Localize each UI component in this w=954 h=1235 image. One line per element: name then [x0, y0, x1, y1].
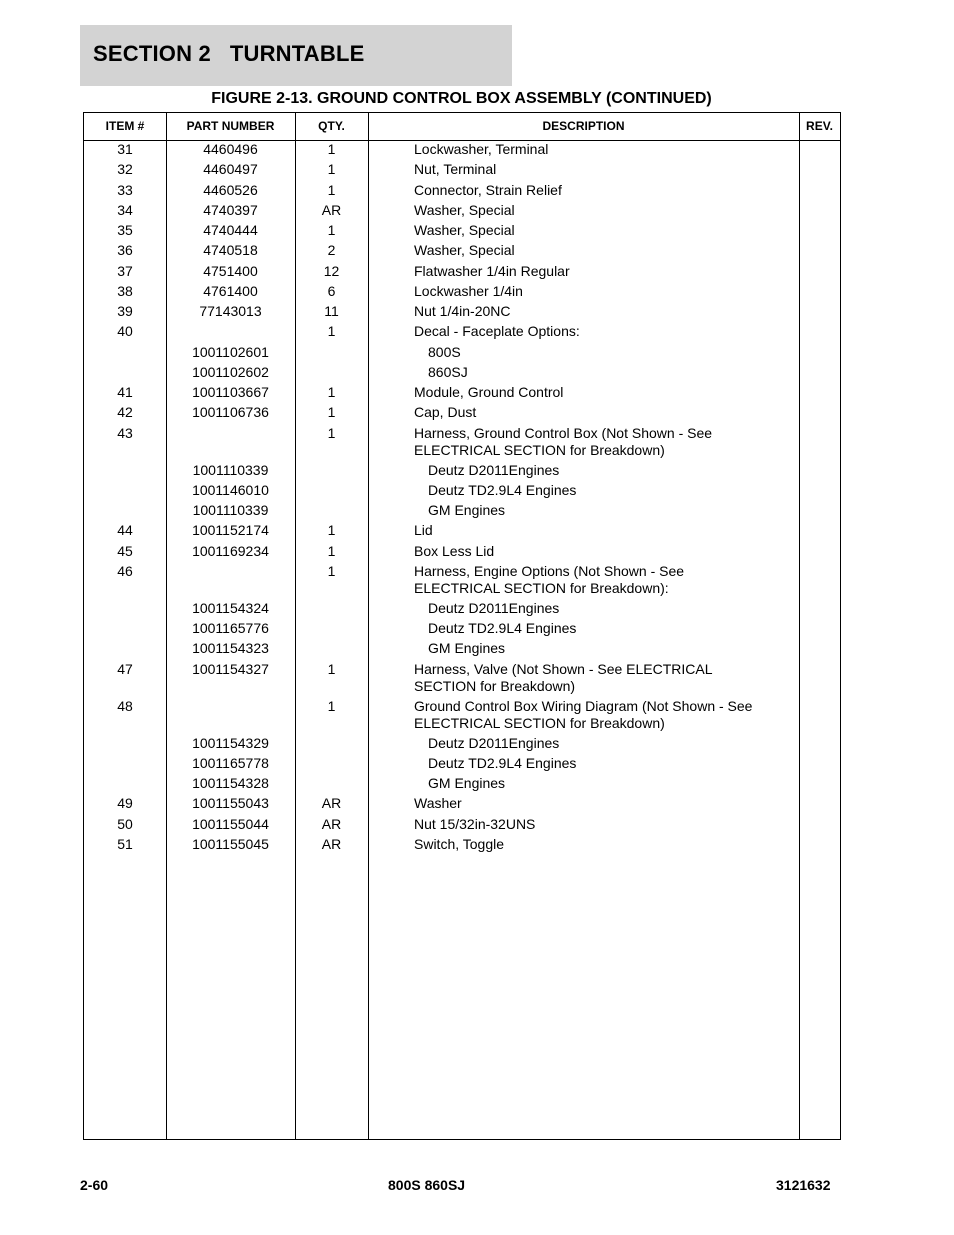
qty-cell	[295, 755, 368, 775]
item-cell: 46	[117, 562, 133, 579]
item-cell	[84, 620, 166, 640]
description-cell: Harness, Engine Options (Not Shown - See ELECTRICAL SECTION for Breakdown):	[414, 562, 685, 596]
table-row	[84, 364, 840, 384]
part-number-cell: 1001154328	[192, 775, 269, 791]
part-number-cell: 1001103667	[192, 384, 269, 400]
qty-cell: 1	[327, 384, 336, 400]
document-number: 3121632	[776, 1177, 831, 1193]
description-cell: Ground Control Box Wiring Diagram (Not Shown - See ELECTRICAL SECTION for Breakdown)	[414, 697, 753, 731]
qty-cell: AR	[321, 201, 342, 218]
qty-cell	[295, 735, 368, 755]
part-number-cell: 1001155043	[192, 795, 269, 812]
description-cell: Deutz D2011Engines	[428, 599, 560, 616]
qty-cell: 1	[327, 181, 336, 198]
qty-cell: AR	[321, 835, 342, 852]
qty-cell	[295, 640, 368, 660]
table-row	[84, 182, 840, 202]
description-cell: Nut, Terminal	[414, 161, 497, 178]
qty-cell: 11	[324, 303, 339, 319]
qty-cell: 1	[327, 522, 336, 539]
part-number-cell: 1001154329	[192, 734, 269, 751]
part-number-cell: 4761400	[203, 282, 258, 299]
part-number-cell: 1001146010	[192, 481, 269, 498]
description-cell: Deutz D2011Engines	[428, 734, 560, 751]
table-row	[84, 141, 840, 161]
description-cell: Washer, Special	[414, 242, 515, 259]
qty-cell: 1	[327, 161, 336, 178]
item-cell	[84, 775, 166, 795]
description-cell: Lockwasher, Terminal	[414, 141, 549, 157]
table-row	[84, 640, 840, 660]
item-cell: 43	[117, 424, 133, 441]
qty-cell: AR	[321, 815, 342, 832]
part-number-cell	[166, 323, 295, 343]
table-row	[84, 202, 840, 222]
qty-cell: 1	[327, 562, 336, 579]
part-number-cell: 77143013	[199, 303, 262, 319]
item-cell: 32	[117, 161, 133, 178]
item-cell: 40	[117, 323, 133, 340]
qty-cell: 1	[327, 222, 336, 238]
table-row	[84, 661, 840, 698]
table-row	[84, 161, 840, 181]
description-cell: Lid	[414, 522, 433, 539]
item-cell: 44	[117, 522, 133, 539]
qty-cell: 6	[327, 282, 336, 299]
table-row	[84, 620, 840, 640]
header-item: ITEM #	[105, 119, 145, 133]
table-row	[84, 303, 840, 323]
part-number-cell	[166, 425, 295, 462]
description-cell: Connector, Strain Relief	[414, 181, 562, 198]
description-cell: Switch, Toggle	[414, 835, 505, 852]
section-title: SECTION 2 TURNTABLE	[93, 41, 365, 66]
table-row	[84, 795, 840, 815]
item-cell	[84, 482, 166, 502]
description-cell: Nut 1/4in-20NC	[414, 303, 511, 319]
description-cell: Decal - Faceplate Options:	[414, 323, 580, 340]
part-number-cell: 4460526	[203, 181, 258, 198]
table-row	[84, 522, 840, 542]
part-number-cell: 4740397	[203, 201, 258, 218]
header-description: DESCRIPTION	[542, 119, 625, 133]
part-number-cell	[166, 698, 295, 735]
item-cell: 37	[117, 262, 133, 279]
part-number-cell: 1001155044	[192, 815, 269, 832]
table-row	[84, 283, 840, 303]
part-number-cell: 4460496	[203, 141, 258, 157]
part-number-cell: 1001110339	[192, 461, 269, 478]
description-cell: GM Engines	[428, 775, 506, 791]
description-cell: Washer, Special	[414, 222, 515, 238]
header-qty: QTY.	[318, 119, 345, 133]
part-number-cell: 1001165778	[192, 754, 269, 771]
part-number-cell: 1001154323	[192, 640, 269, 657]
qty-cell	[295, 600, 368, 620]
qty-cell: 1	[327, 424, 336, 441]
qty-cell: 1	[327, 660, 336, 677]
table-row	[84, 698, 840, 735]
item-cell: 49	[117, 795, 133, 812]
table-row	[84, 816, 840, 836]
part-number-cell: 1001154324	[192, 599, 269, 616]
figure-title: FIGURE 2-13. GROUND CONTROL BOX ASSEMBLY (CONTINUED)	[211, 90, 712, 107]
item-cell	[84, 344, 166, 364]
table-body	[84, 141, 840, 856]
item-cell	[84, 364, 166, 384]
header-rev: REV.	[806, 119, 833, 133]
item-cell: 33	[117, 181, 133, 198]
parts-table	[83, 112, 841, 1140]
table-row	[84, 775, 840, 795]
item-cell	[84, 640, 166, 660]
part-number-cell: 1001155045	[192, 835, 269, 852]
table-row	[84, 482, 840, 502]
item-cell: 47	[117, 660, 133, 677]
page-number: 2-60	[80, 1177, 109, 1193]
description-cell: Deutz TD2.9L4 Engines	[428, 481, 577, 498]
part-number-cell: 1001169234	[192, 542, 269, 559]
item-cell: 50	[117, 815, 133, 832]
description-cell: Lockwasher 1/4in	[414, 282, 523, 299]
part-number-cell: 4740444	[203, 222, 258, 238]
item-cell: 51	[117, 835, 133, 852]
qty-cell	[295, 344, 368, 364]
description-cell: Harness, Ground Control Box (Not Shown - See ELECTRICAL SECTION for Breakdown)	[414, 424, 713, 458]
part-number-cell: 1001106736	[192, 404, 269, 421]
item-cell: 31	[117, 141, 133, 157]
item-cell: 34	[117, 201, 133, 218]
qty-cell: 1	[327, 542, 336, 559]
description-cell: Flatwasher 1/4in Regular	[414, 262, 570, 279]
qty-cell: AR	[321, 795, 342, 812]
qty-cell: 1	[327, 404, 336, 421]
table-row	[84, 836, 840, 856]
part-number-cell	[166, 563, 295, 600]
table-row	[84, 425, 840, 462]
description-cell: Deutz TD2.9L4 Engines	[428, 620, 577, 636]
description-cell: Nut 15/32in-32UNS	[414, 815, 536, 832]
part-number-cell: 4751400	[203, 262, 258, 279]
table-row	[84, 323, 840, 343]
part-number-cell: 1001110339	[192, 502, 269, 518]
part-number-cell: 4460497	[203, 161, 258, 178]
qty-cell	[295, 620, 368, 640]
item-cell	[84, 502, 166, 522]
item-cell: 35	[117, 222, 133, 238]
description-cell: Cap, Dust	[414, 404, 477, 421]
item-cell: 38	[117, 282, 133, 299]
description-cell: 800S	[428, 343, 461, 360]
item-cell	[84, 755, 166, 775]
item-cell	[84, 462, 166, 482]
description-cell: GM Engines	[428, 502, 506, 518]
qty-cell: 1	[327, 323, 336, 340]
description-cell: Washer	[414, 795, 462, 812]
qty-cell: 2	[327, 242, 336, 259]
section-header	[80, 25, 512, 86]
description-cell: Deutz D2011Engines	[428, 461, 560, 478]
description-cell: Box Less Lid	[414, 542, 495, 559]
qty-cell: 1	[327, 141, 336, 157]
item-cell: 45	[117, 542, 133, 559]
item-cell: 48	[117, 697, 133, 714]
part-number-cell: 1001165776	[192, 620, 269, 636]
qty-cell	[295, 775, 368, 795]
qty-cell	[295, 482, 368, 502]
table-row	[84, 600, 840, 620]
description-cell: 860SJ	[428, 363, 468, 380]
item-cell: 39	[117, 303, 133, 319]
table-row	[84, 344, 840, 364]
qty-cell	[295, 462, 368, 482]
part-number-cell: 4740518	[203, 242, 258, 259]
table-row	[84, 384, 840, 404]
qty-cell: 1	[327, 697, 336, 714]
description-cell: Module, Ground Control	[414, 384, 564, 400]
description-cell: Deutz TD2.9L4 Engines	[428, 754, 577, 771]
item-cell: 42	[117, 404, 133, 421]
table-row	[84, 242, 840, 262]
table-row	[84, 735, 840, 755]
qty-cell	[295, 502, 368, 522]
table-row	[84, 543, 840, 563]
table-row	[84, 563, 840, 600]
description-cell: GM Engines	[428, 640, 506, 657]
part-number-cell: 1001154327	[192, 660, 269, 677]
qty-cell: 12	[323, 262, 340, 279]
item-cell	[84, 735, 166, 755]
part-number-cell: 1001152174	[192, 522, 269, 539]
part-number-cell: 1001102601	[192, 343, 269, 360]
model-name: 800S 860SJ	[388, 1177, 466, 1193]
header-part-number: PART NUMBER	[186, 119, 275, 133]
table-row	[84, 755, 840, 775]
description-cell: Harness, Valve (Not Shown - See ELECTRICAL SECTION for Breakdown)	[414, 660, 713, 694]
table-row	[84, 404, 840, 424]
description-cell: Washer, Special	[414, 201, 515, 218]
part-number-cell: 1001102602	[192, 363, 269, 380]
item-cell: 41	[117, 384, 133, 400]
qty-cell	[295, 364, 368, 384]
table-row	[84, 462, 840, 482]
table-row	[84, 502, 840, 522]
table-row	[84, 222, 840, 242]
table-row	[84, 263, 840, 283]
item-cell: 36	[117, 242, 133, 259]
item-cell	[84, 600, 166, 620]
